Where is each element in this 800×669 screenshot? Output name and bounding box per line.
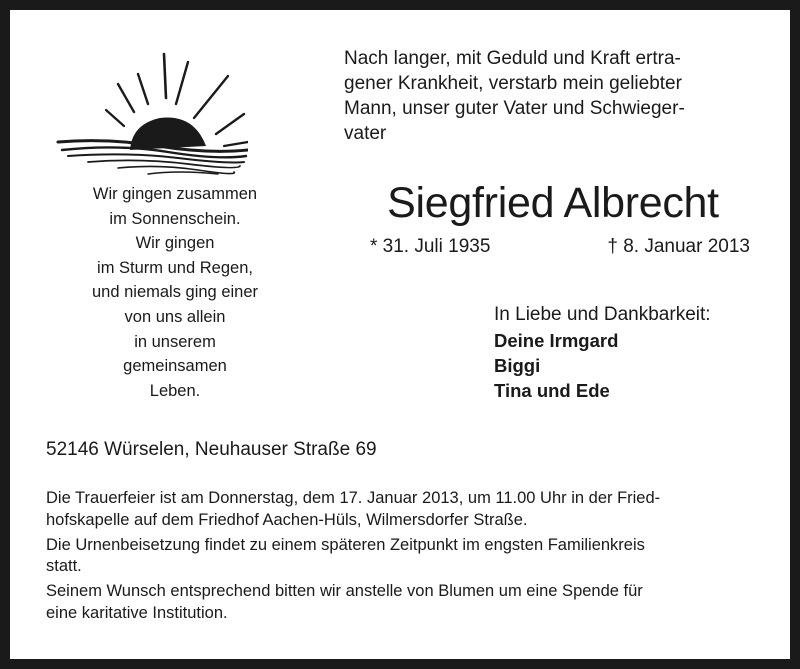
obituary-notice (10, 10, 790, 659)
life-dates (370, 234, 750, 260)
signatures (494, 328, 784, 403)
family-address: 52146 Würselen, Neuhauser Straße 69 (46, 439, 377, 460)
info-paragraph: Seinem Wunsch entsprechend bitten wir anstelle von Blumen um eine Spende für eine karitative Institution. (46, 582, 643, 622)
memorial-poem: Wir gingen zusammen im Sonnenschein. Wir gingen im Sturm und Regen, und niemals ging einer von uns allein in unserem gemeinsamen Leben. (91, 185, 259, 400)
death-date: † 8. Januar 2013 (607, 236, 750, 257)
info-paragraph: Die Trauerfeier ist am Donnerstag, dem 17. Januar 2013, um 11.00 Uhr in der Fried- hofskapelle auf dem Friedhof Aachen-Hüls, Wilmersdorfer Straße. (46, 489, 661, 529)
info-paragraph: Die Urnenbeisetzung findet zu einem späteren Zeitpunkt im engsten Familienkreis statt. (46, 535, 645, 575)
signature-line: Deine Irmgard (494, 330, 619, 351)
deceased-name: Siegfried Albrecht (387, 179, 719, 227)
signature-line: Tina und Ede (494, 380, 610, 401)
signature-line: Biggi (494, 355, 541, 376)
intro-text: Nach langer, mit Geduld und Kraft ertra- gener Krankheit, verstarb mein geliebter Mann, unser guter Vater und Schwieger- vater (344, 48, 685, 144)
sunset-icon (48, 46, 248, 178)
funeral-info (46, 488, 754, 628)
thanks-line: In Liebe und Dankbarkeit: (494, 304, 711, 325)
birth-date: * 31. Juli 1935 (370, 236, 491, 257)
